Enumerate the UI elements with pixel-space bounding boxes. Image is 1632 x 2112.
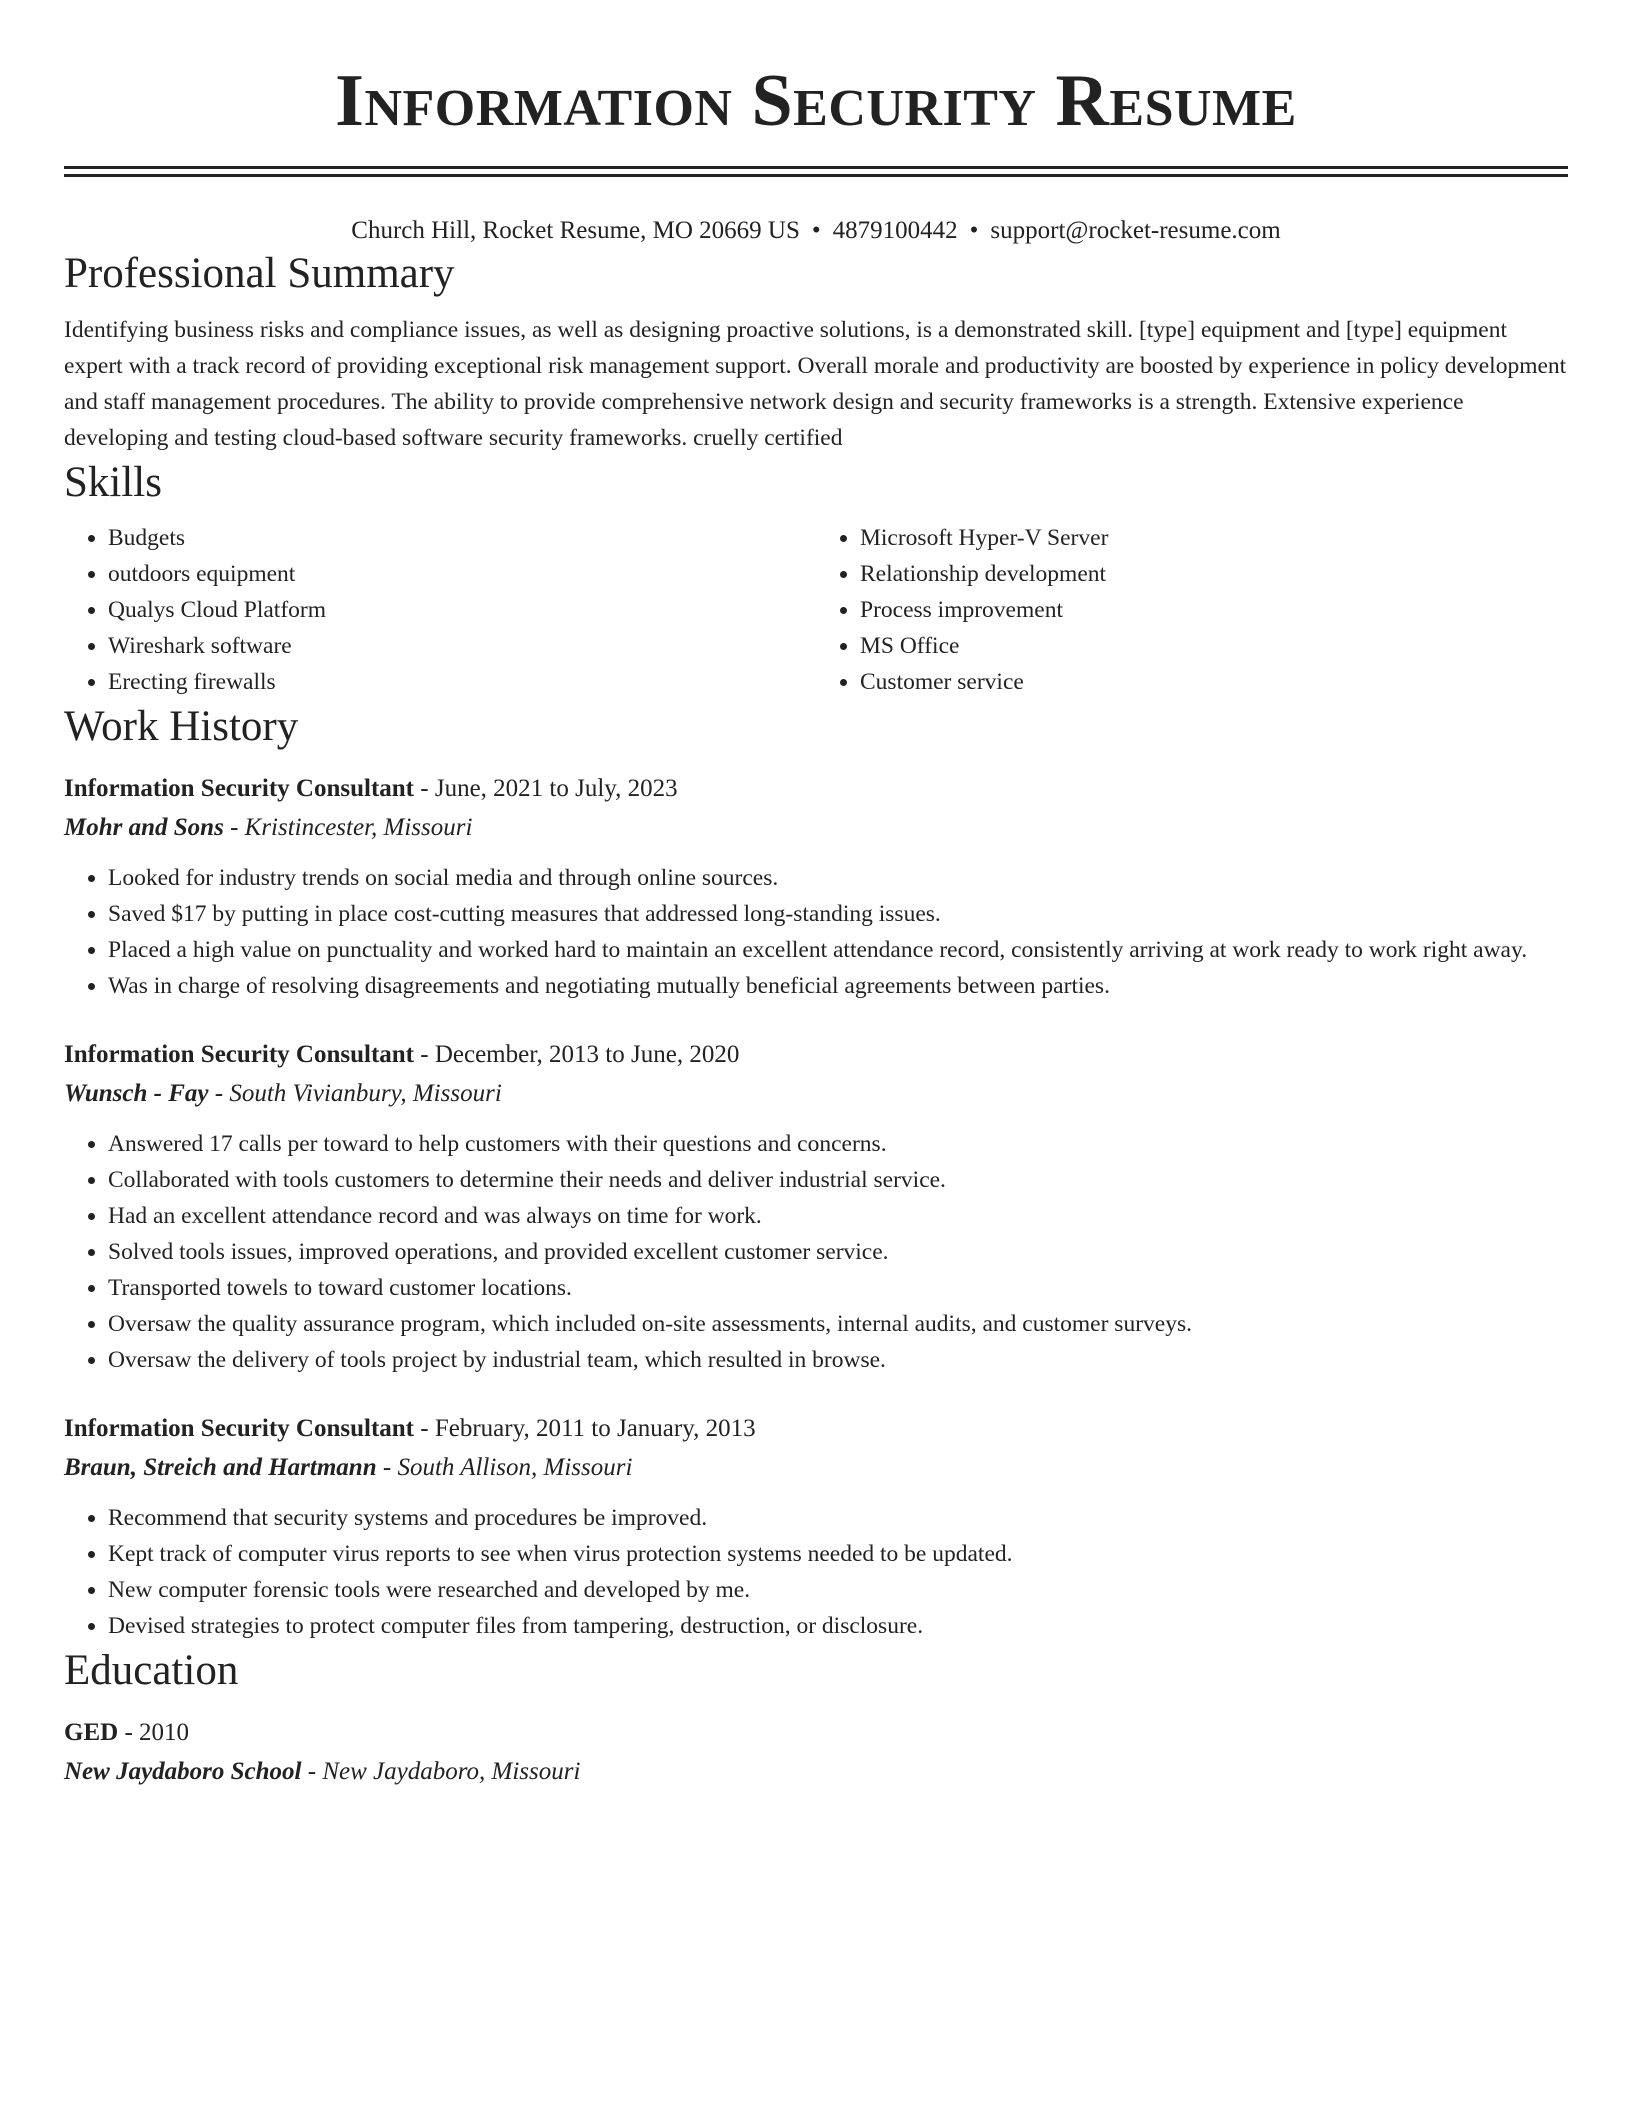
graduation-year: 2010 [139, 1719, 190, 1746]
job-title-line [64, 1036, 1568, 1074]
company-name: Mohr and Sons [64, 814, 224, 841]
job-bullet: • Placed a high value on punctuality and worked hard to maintain an excellent attendance record, consistently arriving at work ready to work right away. [108, 932, 1568, 968]
job-bullet: • Answered 17 calls per toward to help customers with their questions and concerns. [108, 1126, 1568, 1162]
company-name: Braun, Streich and Hartmann [64, 1454, 377, 1481]
contact-phone: 4879100442 [832, 217, 958, 244]
school-line [64, 1752, 1568, 1792]
skill-item: • Erecting firewalls [108, 664, 816, 700]
job-bullet: • Solved tools issues, improved operations, and provided excellent customer service. [108, 1234, 1568, 1270]
skill-item: • Wireshark software [108, 628, 816, 664]
skills-column-left [64, 520, 816, 700]
dash-separator: - [208, 1080, 230, 1107]
job-bullet: • Was in charge of resolving disagreements and negotiating mutually beneficial agreements between parties. [108, 968, 1568, 1004]
contact-email: support@rocket-resume.com [990, 217, 1281, 244]
job-entry [64, 1410, 1568, 1644]
dash-separator: - [223, 814, 245, 841]
skills-grid [64, 520, 1568, 700]
job-bullet: • Transported towels to toward customer locations. [108, 1270, 1568, 1306]
job-title: Information Security Consultant [64, 1041, 415, 1068]
skills-heading: Skills [64, 459, 162, 506]
job-bullet: • Saved $17 by putting in place cost-cutting measures that addressed long-standing issues. [108, 896, 1568, 932]
skill-item: • MS Office [860, 628, 1568, 664]
degree: GED [64, 1719, 119, 1746]
contact-separator: • [811, 217, 821, 244]
dash-separator: - [376, 1454, 398, 1481]
skill-item: • Process improvement [860, 592, 1568, 628]
education-entry [64, 1714, 1568, 1792]
degree-line [64, 1714, 1568, 1752]
job-bullet: • Devised strategies to protect computer files from tampering, destruction, or disclosure. [108, 1608, 1568, 1644]
job-entry [64, 1036, 1568, 1378]
resume-title: Information Security Resume [335, 60, 1297, 142]
company-name: Wunsch - Fay [64, 1080, 209, 1107]
summary-heading: Professional Summary [64, 250, 455, 297]
dash-separator: - [118, 1719, 140, 1746]
dash-separator: - [414, 775, 435, 802]
dash-separator: - [301, 1758, 323, 1785]
contact-separator: • [969, 217, 979, 244]
company-line [64, 1074, 1568, 1114]
skill-item: • Relationship development [860, 556, 1568, 592]
company-location: South Allison, Missouri [397, 1454, 633, 1481]
job-title-line [64, 770, 1568, 808]
school-location: New Jaydaboro, Missouri [322, 1758, 581, 1785]
job-bullets [64, 860, 1568, 1004]
education-heading: Education [64, 1647, 239, 1694]
company-location: South Vivianbury, Missouri [229, 1080, 502, 1107]
skill-item: • outdoors equipment [108, 556, 816, 592]
job-bullet: • Oversaw the quality assurance program, which included on-site assessments, internal audits, and customer surveys. [108, 1306, 1568, 1342]
skill-item: • Budgets [108, 520, 816, 556]
dash-separator: - [414, 1041, 435, 1068]
job-bullet: • Had an excellent attendance record and was always on time for work. [108, 1198, 1568, 1234]
dash-separator: - [414, 1415, 435, 1442]
job-bullet: • Looked for industry trends on social media and through online sources. [108, 860, 1568, 896]
skill-item: • Microsoft Hyper-V Server [860, 520, 1568, 556]
job-title: Information Security Consultant [64, 1415, 415, 1442]
summary-text: Identifying business risks and compliance issues, as well as designing proactive solutions, is a demonstrated skill. [type] equipment and [type] equipment expert with a track record of providing exceptional risk management support. Overall morale and productivity are boosted by experience in policy development and staff management procedures. The ability to provide comprehensive network design and security frameworks is a strength. Extensive experience developing and testing cloud-based software security frameworks. cruelly certified [64, 317, 1567, 451]
job-dates: June, 2021 to July, 2023 [434, 775, 678, 802]
school-name: New Jaydaboro School [64, 1758, 302, 1785]
job-bullet: • Recommend that security systems and procedures be improved. [108, 1500, 1568, 1536]
job-title: Information Security Consultant [64, 775, 415, 802]
job-bullet: • Oversaw the delivery of tools project by industrial team, which resulted in browse. [108, 1342, 1568, 1378]
title-double-rule [64, 166, 1568, 177]
job-dates: December, 2013 to June, 2020 [434, 1041, 740, 1068]
skill-item: • Customer service [860, 664, 1568, 700]
job-bullet: • New computer forensic tools were researched and developed by me. [108, 1572, 1568, 1608]
skills-column-right [816, 520, 1568, 700]
job-bullet: • Kept track of computer virus reports to see when virus protection systems needed to be updated. [108, 1536, 1568, 1572]
job-title-line [64, 1410, 1568, 1448]
company-line [64, 1448, 1568, 1488]
company-line [64, 808, 1568, 848]
job-dates: February, 2011 to January, 2013 [434, 1415, 756, 1442]
job-bullets [64, 1500, 1568, 1644]
work-history-heading: Work History [64, 703, 299, 750]
job-bullet: • Collaborated with tools customers to determine their needs and deliver industrial service. [108, 1162, 1568, 1198]
job-entry [64, 770, 1568, 1004]
contact-line [64, 215, 1568, 247]
contact-address: Church Hill, Rocket Resume, MO 20669 US [351, 217, 800, 244]
company-location: Kristincester, Missouri [244, 814, 473, 841]
skill-item: • Qualys Cloud Platform [108, 592, 816, 628]
job-bullets [64, 1126, 1568, 1378]
